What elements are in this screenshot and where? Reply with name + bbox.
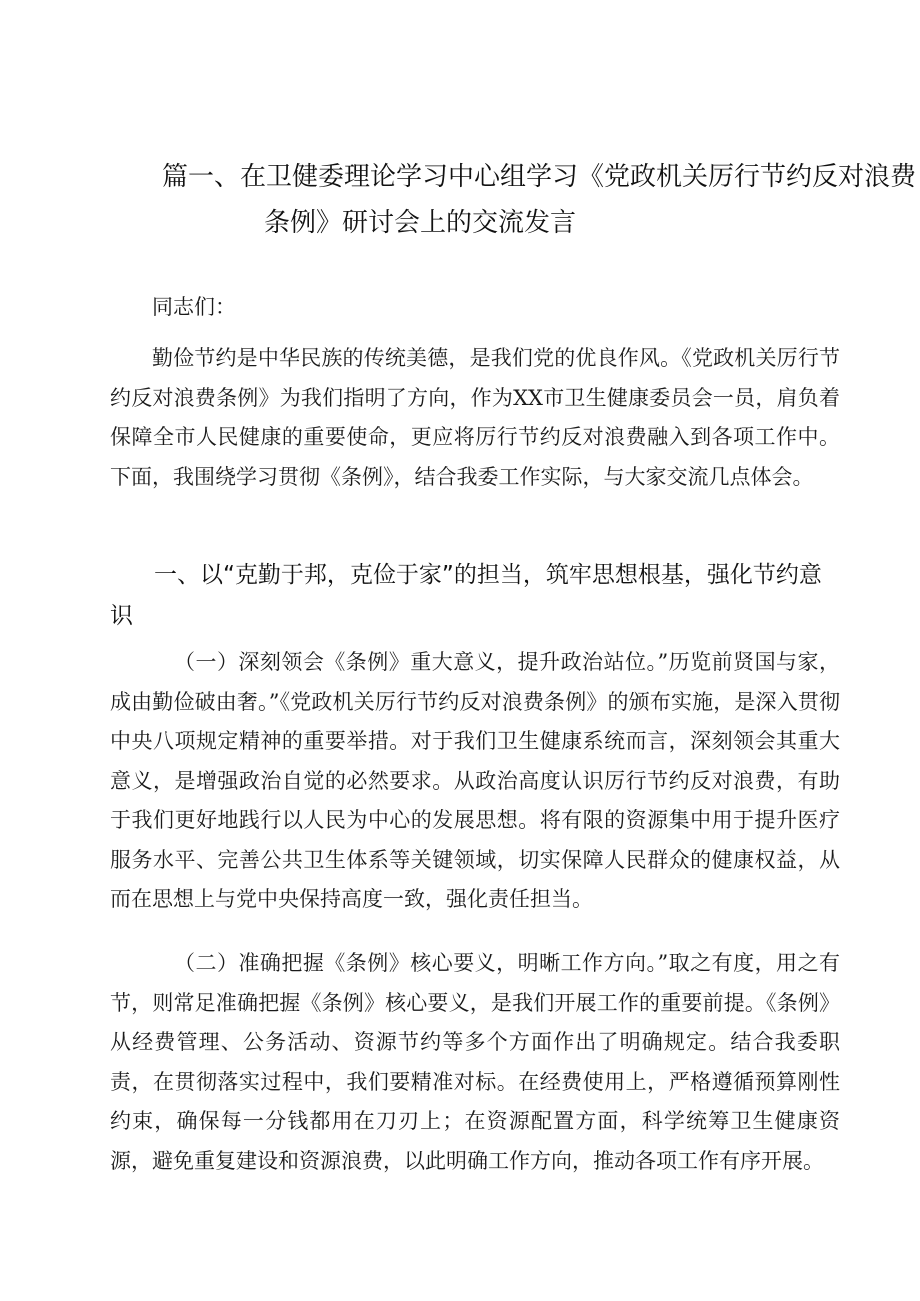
paragraph-2: （二）准确把握《条例》核心要义，明晰工作方向。”取之有度，用之有节，则常足准确把握《条例》核心要义，是我们开展工作的重要前提。《条例》从经费管理、公务活动、资源节约等多个方面作出了明确规定。结合我委职责，在贯彻落实过程中，我们要精准对标。在经费使用上，严格遵循预算刚性约束，确保每一分钱都用在刀刃上；在资源配置方面，科学统筹卫生健康资源，避免重复建设和资源浪费，以此明确工作方向，推动各项工作有序开展。 bbox=[110, 951, 840, 1173]
document-title bbox=[140, 154, 917, 246]
greeting: 同志们： bbox=[152, 295, 236, 319]
paragraph-1: （一）深刻领会《条例》重大意义，提升政治站位。”历览前贤国与家，成由勤俭破由奢。”《党政机关厉行节约反对浪费条例》的颁布实施，是深入贯彻中央八项规定精神的重要举措。对于我们卫生健康系统而言，深刻领会其重大意义，是增强政治自觉的必然要求。从政治高度认识厉行节约反对浪费，有助于我们更好地践行以人民为中心的发展思想。将有限的资源集中用于提升医疗服务水平、完善公共卫生体系等关键领域，切实保障人民群众的健康权益，从而在思想上与党中央保持高度一致，强化责任担当。 bbox=[110, 650, 840, 911]
section-1-heading: 一、以“克勤于邦，克俭于家”的担当，筑牢思想根基，强化节约意识 bbox=[110, 562, 822, 629]
title-line-2: 条例》研讨会上的交流发言 bbox=[264, 208, 577, 238]
title-line-1: 篇一、在卫健委理论学习中心组学习《党政机关厉行节约反对浪费 bbox=[162, 162, 917, 192]
intro-paragraph: 勤俭节约是中华民族的传统美德，是我们党的优良作风。《党政机关厉行节约反对浪费条例》为我们指明了方向，作为XX市卫生健康委员会一员，肩负着保障全市人民健康的重要使命，更应将厉行节约反对浪费融入到各项工作中。下面，我围绕学习贯彻《条例》，结合我委工作实际，与大家交流几点体会。 bbox=[110, 346, 840, 489]
